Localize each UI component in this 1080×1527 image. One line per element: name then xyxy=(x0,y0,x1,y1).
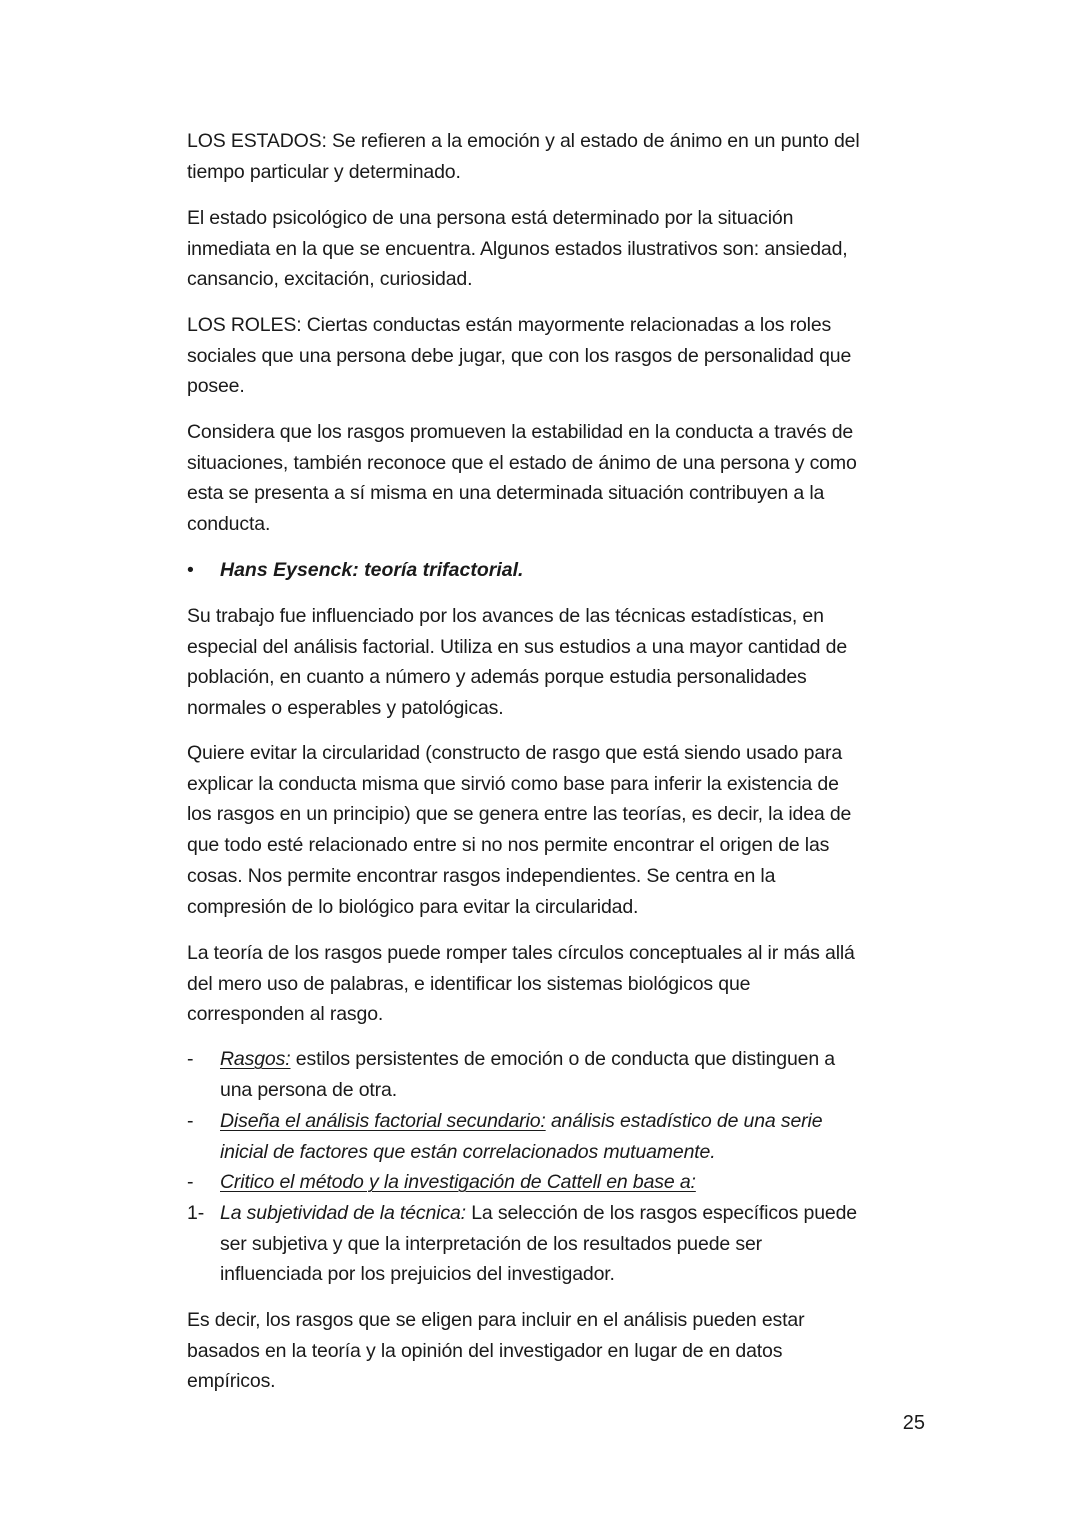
paragraph-los-roles xyxy=(187,310,932,402)
list-term: La subjetividad de la técnica: xyxy=(220,1202,466,1224)
text-line: LOS ESTADOS: Se refieren a la emoción y al estado de ánimo en un punto del xyxy=(187,130,860,152)
text-line: Quiere evitar la circularidad (constructo de rasgo que está siendo usado para xyxy=(187,742,843,764)
text-line: compresión de lo biológico para evitar la circularidad. xyxy=(187,895,639,918)
paragraph-estado-psicologico xyxy=(187,203,932,295)
text-line: LOS ROLES: Ciertas conductas están mayormente relacionadas a los roles xyxy=(187,314,832,336)
text-line: tiempo particular y determinado. xyxy=(187,160,461,183)
text-line: La teoría de los rasgos puede romper tales círculos conceptuales al ir más allá xyxy=(187,942,855,964)
text-line: El estado psicológico de una persona está determinado por la situación xyxy=(187,207,794,229)
paragraph-los-estados xyxy=(187,126,932,187)
text-line: especial del análisis factorial. Utiliza en sus estudios a una mayor cantidad de xyxy=(187,635,848,658)
text-line: que todo esté relacionado entre si no nos permite encontrar el origen de las xyxy=(187,834,830,857)
text-line: los rasgos en un principio) que se genera entre las teorías, es decir, la idea de xyxy=(187,803,852,826)
paragraph-es-decir xyxy=(187,1305,932,1397)
number-marker: 1- xyxy=(187,1202,205,1224)
paragraph-teoria-rasgos xyxy=(187,938,932,1030)
text-line: conducta. xyxy=(187,513,271,536)
text-line: situaciones, también reconoce que el estado de ánimo de una persona y como xyxy=(187,451,857,474)
text-line: normales o esperables y patológicas. xyxy=(187,697,504,720)
page-number: 25 xyxy=(902,1412,925,1434)
list-term: Diseña el análisis factorial secundario: xyxy=(220,1110,546,1132)
text-line: cansancio, excitación, curiosidad. xyxy=(187,268,473,291)
list-definition-continued: inicial de factores que están correlacionados mutuamente. xyxy=(220,1140,716,1163)
list-definition-continued: influenciada por los prejuicios del investigador. xyxy=(220,1263,615,1286)
text-line: posee. xyxy=(187,375,245,398)
section-heading-text: Hans Eysenck: teoría trifactorial. xyxy=(220,559,524,581)
list-term: Rasgos: xyxy=(220,1048,291,1070)
text-line: Es decir, los rasgos que se eligen para incluir en el análisis pueden estar xyxy=(187,1309,805,1331)
paragraph-circularidad xyxy=(187,738,932,922)
text-line: basados en la teoría y la opinión del investigador en lugar de en datos xyxy=(187,1339,783,1362)
paragraph-su-trabajo xyxy=(187,601,932,724)
dash-marker: - xyxy=(187,1171,194,1193)
list-definition: La selección de los rasgos específicos puede xyxy=(465,1202,857,1224)
list-definition: análisis estadístico de una serie xyxy=(545,1110,823,1132)
text-line: explicar la conducta misma que sirvió como base para inferir la existencia de xyxy=(187,772,839,795)
text-line: cosas. Nos permite encontrar rasgos independientes. Se centra en la xyxy=(187,864,776,887)
list-definition-continued: una persona de otra. xyxy=(220,1078,397,1101)
list-definition-continued: ser subjetiva y que la interpretación de los resultados puede ser xyxy=(220,1232,762,1255)
text-line: esta se presenta a sí misma en una determinada situación contribuyen a la xyxy=(187,482,825,505)
dash-marker: - xyxy=(187,1110,194,1132)
text-line: del mero uso de palabras, e identificar los sistemas biológicos que xyxy=(187,972,751,995)
list-term: Critico el método y la investigación de Cattell en base a: xyxy=(220,1171,696,1193)
text-line: corresponden al rasgo. xyxy=(187,1003,384,1026)
dash-marker: - xyxy=(187,1048,194,1070)
text-line: Su trabajo fue influenciado por los avances de las técnicas estadísticas, en xyxy=(187,605,824,627)
text-line: población, en cuanto a número y además porque estudia personalidades xyxy=(187,666,807,689)
list-definition: estilos persistentes de emoción o de conducta que distinguen a xyxy=(290,1048,835,1070)
paragraph-considera xyxy=(187,417,932,540)
bullet-icon: • xyxy=(187,559,194,581)
text-line: sociales que una persona debe jugar, que con los rasgos de personalidad que xyxy=(187,344,852,367)
text-line: empíricos. xyxy=(187,1370,276,1393)
text-line: inmediata en la que se encuentra. Algunos estados ilustrativos son: ansiedad, xyxy=(187,237,848,260)
text-line: Considera que los rasgos promueven la estabilidad en la conducta a través de xyxy=(187,421,854,443)
